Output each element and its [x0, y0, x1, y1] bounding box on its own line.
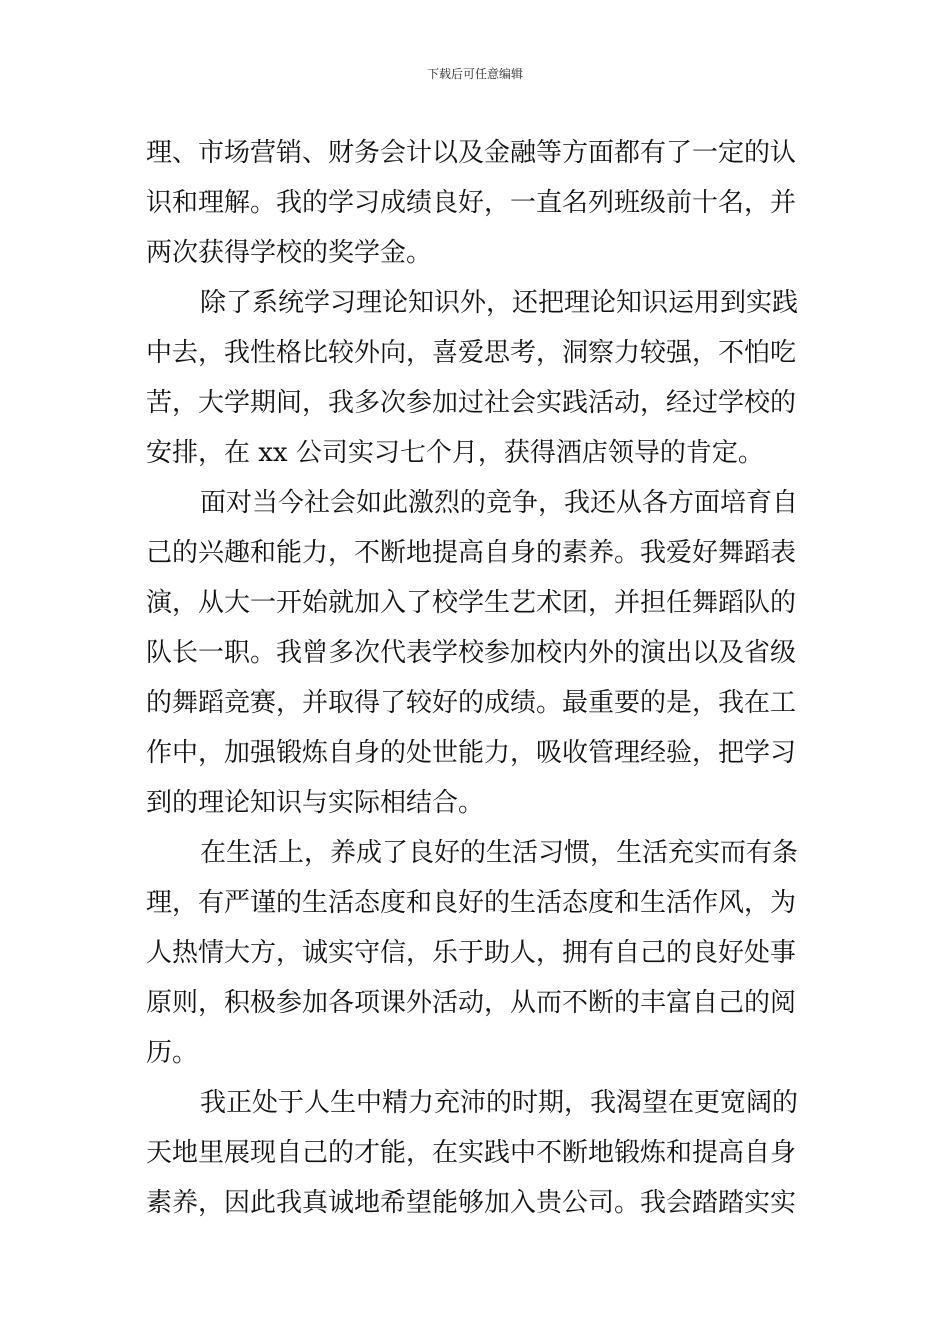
- text-line: 队长一职。我曾多次代表学校参加校内外的演出以及省级: [146, 638, 797, 668]
- paragraph-first-line: 我正处于人生中精力充沛的时期，我渴望在更宽阔的: [200, 1088, 799, 1118]
- text-line: 天地里展现自己的才能，在实践中不断地锻炼和提高自身: [146, 1138, 797, 1168]
- text-line: 到的理论知识与实际相结合。: [146, 788, 485, 818]
- text-line: 己的兴趣和能力，不断地提高自身的素养。我爱好舞蹈表: [146, 538, 797, 568]
- text-line: 识和理解。我的学习成绩良好，一直名列班级前十名，并: [146, 188, 797, 218]
- paragraph-first-line: 面对当今社会如此激烈的竞争，我还从各方面培育自: [200, 488, 799, 518]
- text-line: 的舞蹈竞赛，并取得了较好的成绩。最重要的是，我在工: [146, 688, 797, 718]
- text-line: 素养，因此我真诚地希望能够加入贵公司。我会踏踏实实: [146, 1188, 797, 1218]
- text-line: 演，从大一开始就加入了校学生艺术团，并担任舞蹈队的: [146, 588, 797, 618]
- text-line: 苦，大学期间，我多次参加过社会实践活动，经过学校的: [146, 388, 797, 418]
- paragraph-first-line: 在生活上，养成了良好的生活习惯，生活充实而有条: [200, 838, 799, 868]
- text-line: 理、市场营销、财务会计以及金融等方面都有了一定的认: [146, 138, 797, 168]
- text-line: 理，有严谨的生活态度和良好的生活态度和生活作风，为: [146, 888, 797, 918]
- text-line: 作中，加强锻炼自身的处世能力，吸收管理经验，把学习: [146, 738, 797, 768]
- document-body: [146, 128, 808, 1228]
- page-header: 下载后可任意编辑: [426, 67, 523, 81]
- text-line: 原则，积极参加各项课外活动，从而不断的丰富自己的阅: [146, 988, 797, 1018]
- text-line: 人热情大方，诚实守信，乐于助人，拥有自己的良好处事: [146, 938, 797, 968]
- text-line: 两次获得学校的奖学金。: [146, 238, 433, 268]
- paragraph-first-line: 除了系统学习理论知识外，还把理论知识运用到实践: [200, 288, 799, 318]
- text-line: 安排，在 xx 公司实习七个月，获得酒店领导的肯定。: [146, 438, 764, 468]
- text-line: 历。: [146, 1038, 199, 1068]
- text-line: 中去，我性格比较外向，喜爱思考，洞察力较强，不怕吃: [146, 338, 797, 368]
